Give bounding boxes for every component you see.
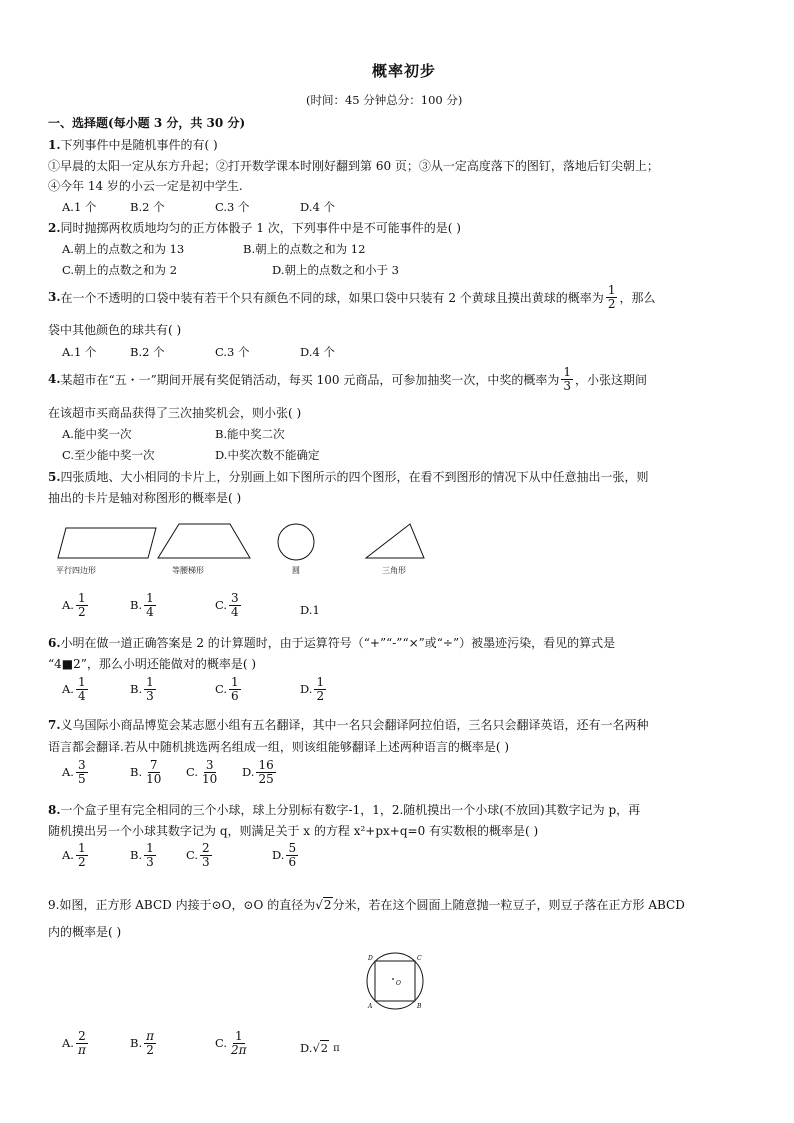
question-number: 2. (48, 221, 61, 235)
fraction: $\frac{1}{4}$ (77, 675, 86, 703)
option-d: D. $\frac{16}{25}$ (242, 758, 274, 786)
option-d: D.1 (300, 603, 320, 617)
fraction: $\frac{1}{2\pi}$ (231, 1029, 247, 1057)
option-a: A. $\frac{1}{2}$ (62, 591, 86, 619)
section-heading: 一、选择题(每小题 3 分，共 30 分) (48, 116, 246, 130)
question-4: 4. 某超市在“五・一”期间开展有奖促销活动，每买 100 元商品，可参加抽奖一次，中奖的概率为 $\frac{1}{3}$ ，小张这期间 (48, 365, 647, 393)
vertex-label-b: B (417, 1003, 422, 1010)
option-d: D. √2 π (300, 1041, 340, 1055)
question-5-line2: 抽出的卡片是轴对称图形的概率是( ) (48, 491, 242, 505)
question-number: 8. (48, 803, 61, 817)
question-1 (48, 136, 218, 153)
option-a: A.朝上的点数之和为 13 (62, 242, 185, 256)
option-c: C.3 个 (215, 200, 250, 214)
sqrt-expression: √2 (315, 897, 332, 912)
question-7-line2: 语言都会翻译.若从中随机挑选两名组成一组，则该组能够翻译上述两种语言的概率是( ) (48, 740, 509, 754)
fraction: $\frac{1}{4}$ (146, 591, 154, 619)
question-8 (48, 801, 640, 818)
circle-shape (278, 524, 314, 560)
option-a: A. $\frac{1}{4}$ (62, 675, 86, 703)
option-b: B.朝上的点数之和为 12 (243, 242, 366, 256)
question-1-line2: ①早晨的太阳一定从东方升起；②打开数学课本时刚好翻到第 60 页；③从一定高度落下的图钉，落地后钉尖朝上； (48, 159, 659, 173)
question-text: 某超市在“五・一”期间开展有奖促销活动，每买 100 元商品，可参加抽奖一次，中奖的概率为 (60, 372, 560, 387)
fraction: $\frac{1}{6}$ (231, 675, 239, 703)
shape-label: 平行四边形 (56, 566, 96, 575)
question-6 (48, 634, 615, 651)
option-b: B.能中奖二次 (215, 427, 285, 441)
question-4-line2: 在该超市买商品获得了三次抽奖机会，则小张( ) (48, 406, 302, 420)
fraction: $\frac{5}{6}$ (288, 841, 297, 869)
inscribed-square (375, 961, 415, 1001)
fraction: $\frac{3}{5}$ (77, 758, 86, 786)
option-d: D.4 个 (300, 345, 335, 359)
question-6-line2: “4■2”，那么小明还能做对的概率是( ) (48, 657, 257, 671)
fraction: $\frac{1}{2}$ (316, 675, 325, 703)
question-text: 小明在做一道正确答案是 2 的计算题时，由于运算符号（“+”“-”“×”或“÷”）被墨迹污染，看见的算式是 (60, 636, 616, 650)
triangle-shape (366, 524, 424, 558)
question-number: 9. (48, 897, 60, 912)
question-number: 1. (48, 138, 61, 152)
shape-label: 三角形 (382, 566, 406, 575)
option-b: B. $\frac{1}{4}$ (130, 591, 154, 619)
shape-label: 圆 (292, 566, 300, 575)
fraction: $\frac{\pi}{2}$ (146, 1029, 154, 1057)
page-title: 概率初步 (372, 62, 437, 80)
option-c: C.至少能中奖一次 (62, 448, 155, 462)
option-a: A. $\frac{1}{2}$ (62, 841, 86, 869)
fraction: $\frac{1}{2}$ (77, 841, 86, 869)
fraction: $\frac{3}{10}$ (202, 758, 218, 786)
question-9: 9. 如图，正方形 ABCD 内接于⊙O，⊙O 的直径为 √2 分米，若在这个圆面上随意抛一粒豆子，则豆子落在正方形 ABCD (48, 897, 685, 912)
question-number: 3. (48, 290, 61, 305)
fraction: $\frac{2}{3}$ (202, 841, 210, 869)
fraction: $\frac{1}{3}$ (563, 365, 571, 393)
fraction: $\frac{1}{2}$ (77, 591, 86, 619)
option-a: A.1 个 (62, 200, 97, 214)
question-number: 5. (48, 470, 61, 484)
fraction: $\frac{1}{2}$ (607, 283, 616, 311)
sqrt-expression: √2 (312, 1041, 329, 1055)
shapes-figure (48, 518, 428, 578)
question-text: 下列事件中是随机事件的有( ) (60, 138, 218, 152)
question-number: 4. (48, 372, 61, 387)
option-c: C.3 个 (215, 345, 250, 359)
shape-label: 等腰梯形 (172, 566, 204, 575)
option-d: D.4 个 (300, 200, 335, 214)
question-1-line3: ④今年 14 岁的小云一定是初中学生. (48, 179, 243, 193)
question-number: 7. (48, 718, 61, 732)
circle-square-figure (362, 950, 432, 1012)
question-text: 同时抛掷两枚质地均匀的正方体骰子 1 次，下列事件中是不可能事件的是( ) (60, 221, 461, 235)
option-b: B.2 个 (130, 200, 165, 214)
option-b: B. $\frac{1}{3}$ (130, 841, 154, 869)
page-subtitle: (时间：45 分钟总分：100 分) (306, 93, 463, 107)
option-d: D.朝上的点数之和小于 3 (272, 263, 399, 277)
question-text: 一个盒子里有完全相同的三个小球，球上分别标有数字-1，1，2.随机摸出一个小球(不放回)其数字记为 p，再 (60, 803, 641, 817)
question-9-line2: 内的概率是( ) (48, 925, 122, 939)
option-c: C. $\frac{1}{6}$ (215, 675, 239, 703)
question-3: 3. 在一个不透明的口袋中装有若干个只有颜色不同的球，如果口袋中只装有 2 个黄球且摸出黄球的概率为 $\frac{1}{2}$ ，那么 (48, 283, 656, 311)
option-b: B. $\frac{\pi}{2}$ (130, 1029, 154, 1057)
vertex-label-c: C (417, 955, 422, 962)
option-c: C. $\frac{3}{10}$ (186, 758, 218, 786)
question-2 (48, 219, 461, 236)
fraction: $\frac{7}{10}$ (146, 758, 162, 786)
option-a: A. $\frac{3}{5}$ (62, 758, 86, 786)
center-point (392, 978, 394, 980)
fraction: $\frac{1}{3}$ (146, 675, 154, 703)
question-text: 义乌国际小商品博览会某志愿小组有五名翻译，其中一名只会翻译阿拉伯语，三名只会翻译英语，还有一名两种 (60, 718, 649, 732)
option-a: A.能中奖一次 (62, 427, 132, 441)
option-c: C. $\frac{3}{4}$ (215, 591, 239, 619)
question-text: 如图，正方形 ABCD 内接于⊙O，⊙O 的直径为 (59, 898, 316, 912)
trapezoid-shape (158, 524, 250, 558)
option-b: B.2 个 (130, 345, 165, 359)
fraction: $\frac{16}{25}$ (258, 758, 274, 786)
fraction: $\frac{2}{\pi}$ (77, 1029, 86, 1057)
center-label-o: O (396, 980, 401, 987)
option-b: B. $\frac{7}{10}$ (130, 758, 162, 786)
vertex-label-a: A (368, 1003, 373, 1010)
parallelogram-shape (58, 528, 156, 558)
question-5 (48, 468, 649, 485)
option-a: A.1 个 (62, 345, 97, 359)
fraction: $\frac{1}{3}$ (146, 841, 154, 869)
question-number: 6. (48, 636, 61, 650)
option-d: D. $\frac{5}{6}$ (272, 841, 297, 869)
option-b: B. $\frac{1}{3}$ (130, 675, 154, 703)
option-c: C. $\frac{1}{2\pi}$ (215, 1029, 247, 1057)
option-a: A. $\frac{2}{\pi}$ (62, 1029, 86, 1057)
question-8-line2: 随机摸出另一个小球其数字记为 q，则满足关于 x 的方程 x²+px+q=0 有实数根的概率是( ) (48, 824, 539, 838)
question-text: 四张质地、大小相同的卡片上，分别画上如下图所示的四个图形，在看不到图形的情况下从中任意抽出一张，则 (60, 470, 649, 484)
question-text: 在一个不透明的口袋中装有若干个只有颜色不同的球，如果口袋中只装有 2 个黄球且摸出黄球的概率为 (60, 290, 604, 305)
question-3-line2: 袋中其他颜色的球共有( ) (48, 323, 182, 337)
option-d: D.中奖次数不能确定 (215, 448, 320, 462)
option-c: C.朝上的点数之和为 2 (62, 263, 178, 277)
option-c: C. $\frac{2}{3}$ (186, 841, 210, 869)
fraction: $\frac{3}{4}$ (231, 591, 239, 619)
question-7 (48, 716, 649, 733)
option-d: D. $\frac{1}{2}$ (300, 675, 325, 703)
vertex-label-d: D (368, 955, 373, 962)
